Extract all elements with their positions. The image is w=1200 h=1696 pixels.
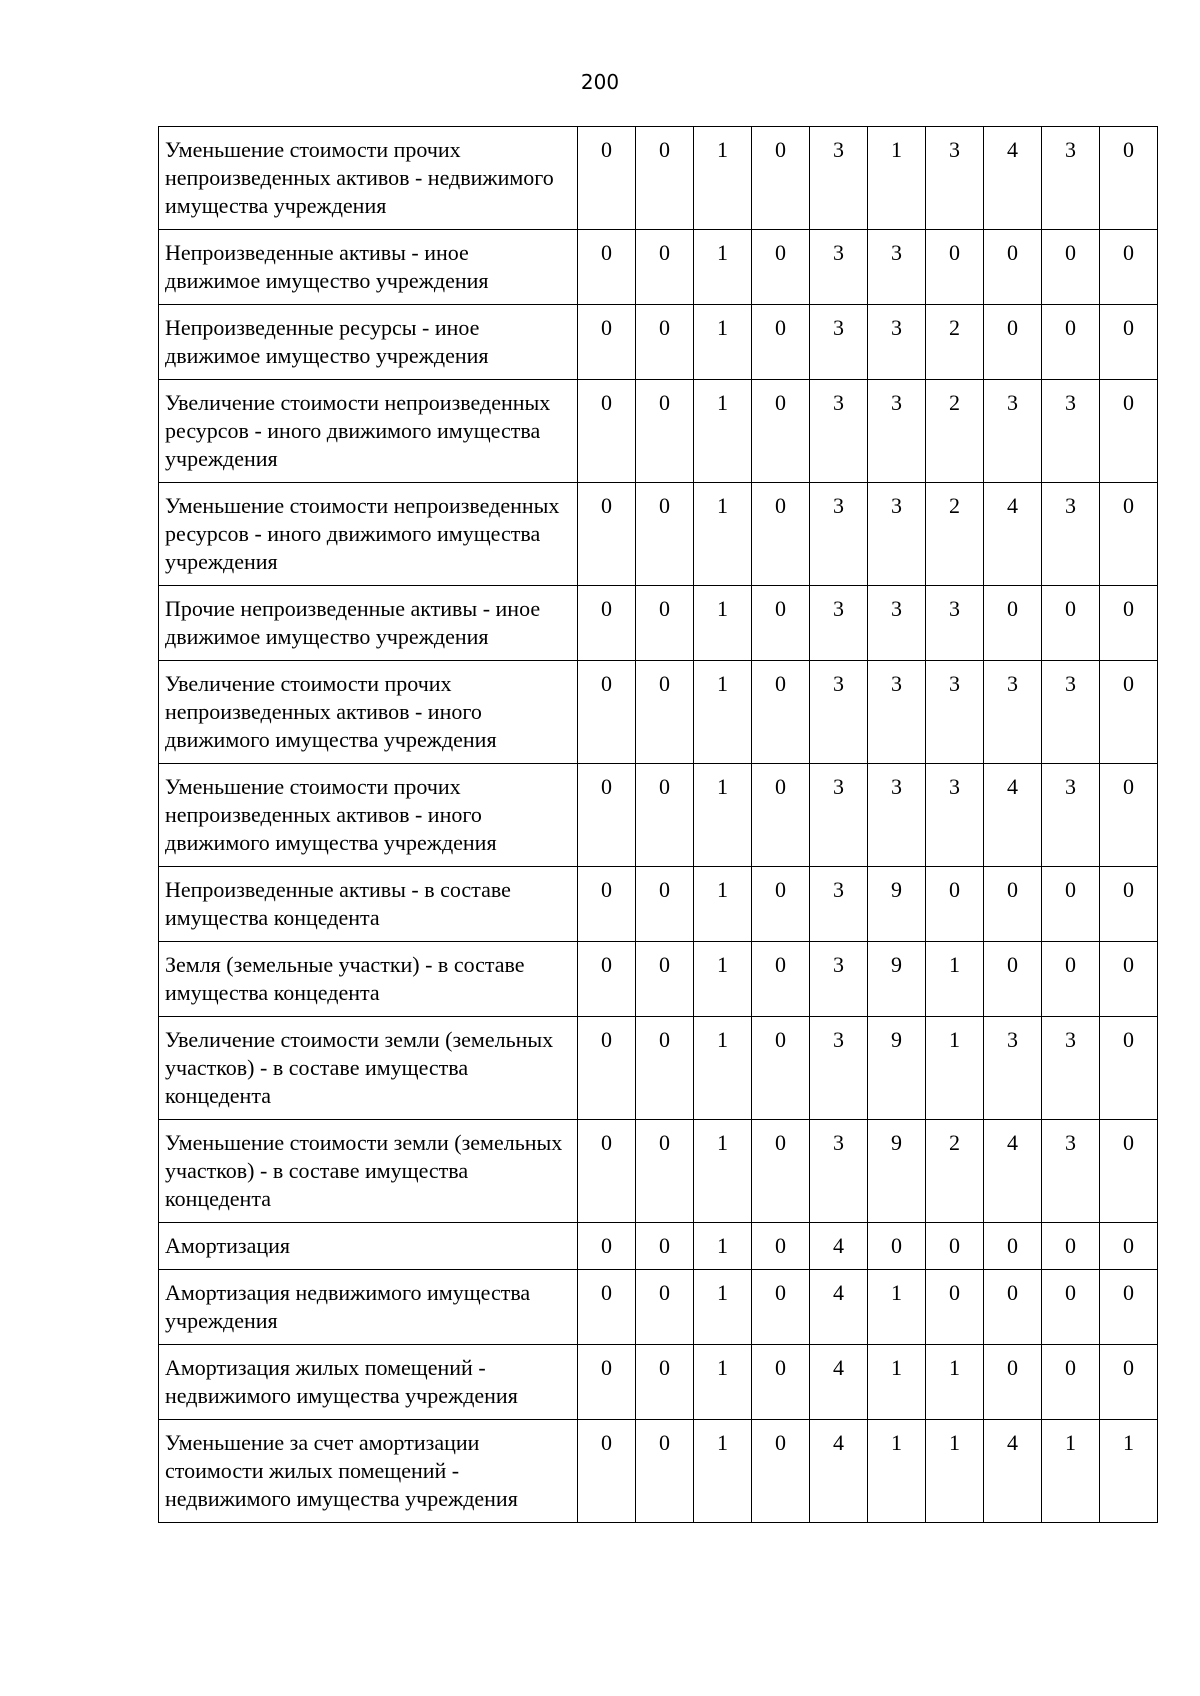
code-digit-cell: 4 xyxy=(810,1345,868,1420)
code-digit-cell: 0 xyxy=(636,483,694,586)
code-digit-cell: 1 xyxy=(694,380,752,483)
code-digit-cell: 0 xyxy=(1100,586,1158,661)
code-digit-cell: 1 xyxy=(694,1120,752,1223)
table-row xyxy=(159,1420,1158,1523)
account-name-cell: Непроизведенные ресурсы - иное движимое имущество учреждения xyxy=(159,305,578,380)
code-digit-cell: 0 xyxy=(752,1017,810,1120)
account-name-cell: Увеличение стоимости прочих непроизведенных активов - иного движимого имущества учреждения xyxy=(159,661,578,764)
code-digit-cell: 0 xyxy=(636,1420,694,1523)
code-digit-cell: 0 xyxy=(1042,305,1100,380)
code-digit-cell: 0 xyxy=(1100,1120,1158,1223)
code-digit-cell: 0 xyxy=(752,764,810,867)
code-digit-cell: 3 xyxy=(926,127,984,230)
code-digit-cell: 1 xyxy=(694,1270,752,1345)
code-digit-cell: 0 xyxy=(752,1270,810,1345)
code-digit-cell: 0 xyxy=(1042,1345,1100,1420)
code-digit-cell: 3 xyxy=(810,867,868,942)
code-digit-cell: 0 xyxy=(578,1420,636,1523)
account-name-cell: Амортизация недвижимого имущества учреждения xyxy=(159,1270,578,1345)
code-digit-cell: 1 xyxy=(694,1420,752,1523)
table-body xyxy=(159,127,1158,1523)
code-digit-cell: 0 xyxy=(578,483,636,586)
code-digit-cell: 3 xyxy=(1042,1017,1100,1120)
table-row xyxy=(159,483,1158,586)
code-digit-cell: 0 xyxy=(636,1017,694,1120)
code-digit-cell: 3 xyxy=(810,764,868,867)
code-digit-cell: 3 xyxy=(868,586,926,661)
code-digit-cell: 0 xyxy=(578,127,636,230)
code-digit-cell: 3 xyxy=(868,483,926,586)
code-digit-cell: 1 xyxy=(868,127,926,230)
code-digit-cell: 0 xyxy=(578,380,636,483)
account-name-cell: Амортизация жилых помещений - недвижимого имущества учреждения xyxy=(159,1345,578,1420)
code-digit-cell: 4 xyxy=(810,1270,868,1345)
code-digit-cell: 1 xyxy=(1042,1420,1100,1523)
code-digit-cell: 0 xyxy=(1100,1345,1158,1420)
account-name-cell: Амортизация xyxy=(159,1223,578,1270)
code-digit-cell: 0 xyxy=(926,230,984,305)
code-digit-cell: 3 xyxy=(810,380,868,483)
code-digit-cell: 1 xyxy=(694,230,752,305)
code-digit-cell: 0 xyxy=(578,942,636,1017)
account-name-cell: Увеличение стоимости непроизведенных ресурсов - иного движимого имущества учреждения xyxy=(159,380,578,483)
code-digit-cell: 0 xyxy=(926,1223,984,1270)
code-digit-cell: 0 xyxy=(578,867,636,942)
table-row xyxy=(159,305,1158,380)
code-digit-cell: 0 xyxy=(578,1017,636,1120)
code-digit-cell: 0 xyxy=(636,230,694,305)
code-digit-cell: 3 xyxy=(926,586,984,661)
code-digit-cell: 0 xyxy=(578,1223,636,1270)
code-digit-cell: 1 xyxy=(694,1345,752,1420)
table-row xyxy=(159,942,1158,1017)
table-row xyxy=(159,1345,1158,1420)
code-digit-cell: 0 xyxy=(984,867,1042,942)
code-digit-cell: 1 xyxy=(868,1345,926,1420)
code-digit-cell: 0 xyxy=(984,1223,1042,1270)
code-digit-cell: 0 xyxy=(636,380,694,483)
code-digit-cell: 1 xyxy=(694,764,752,867)
code-digit-cell: 3 xyxy=(984,661,1042,764)
code-digit-cell: 1 xyxy=(926,942,984,1017)
code-digit-cell: 1 xyxy=(694,942,752,1017)
code-digit-cell: 1 xyxy=(1100,1420,1158,1523)
code-digit-cell: 0 xyxy=(984,942,1042,1017)
code-digit-cell: 1 xyxy=(694,586,752,661)
code-digit-cell: 0 xyxy=(636,1120,694,1223)
code-digit-cell: 0 xyxy=(752,1223,810,1270)
code-digit-cell: 3 xyxy=(810,1120,868,1223)
code-digit-cell: 0 xyxy=(868,1223,926,1270)
table-row xyxy=(159,380,1158,483)
code-digit-cell: 0 xyxy=(636,764,694,867)
code-digit-cell: 0 xyxy=(636,586,694,661)
code-digit-cell: 1 xyxy=(694,127,752,230)
code-digit-cell: 9 xyxy=(868,1017,926,1120)
code-digit-cell: 4 xyxy=(810,1223,868,1270)
code-digit-cell: 0 xyxy=(1100,1017,1158,1120)
table-row xyxy=(159,1017,1158,1120)
code-digit-cell: 0 xyxy=(1100,942,1158,1017)
code-digit-cell: 4 xyxy=(984,1420,1042,1523)
code-digit-cell: 0 xyxy=(926,867,984,942)
code-digit-cell: 0 xyxy=(1042,1223,1100,1270)
code-digit-cell: 0 xyxy=(578,661,636,764)
code-digit-cell: 9 xyxy=(868,867,926,942)
code-digit-cell: 3 xyxy=(810,661,868,764)
code-digit-cell: 0 xyxy=(636,1270,694,1345)
code-digit-cell: 3 xyxy=(810,942,868,1017)
code-digit-cell: 2 xyxy=(926,1120,984,1223)
code-digit-cell: 0 xyxy=(752,1120,810,1223)
code-digit-cell: 0 xyxy=(752,1420,810,1523)
table-row xyxy=(159,127,1158,230)
code-digit-cell: 0 xyxy=(578,1270,636,1345)
code-digit-cell: 0 xyxy=(752,942,810,1017)
code-digit-cell: 0 xyxy=(752,127,810,230)
code-digit-cell: 0 xyxy=(984,586,1042,661)
code-digit-cell: 0 xyxy=(1042,867,1100,942)
account-name-cell: Уменьшение за счет амортизации стоимости жилых помещений - недвижимого имущества учреждения xyxy=(159,1420,578,1523)
code-digit-cell: 0 xyxy=(636,867,694,942)
code-digit-cell: 0 xyxy=(578,230,636,305)
code-digit-cell: 0 xyxy=(1042,586,1100,661)
code-digit-cell: 0 xyxy=(636,1345,694,1420)
code-digit-cell: 3 xyxy=(810,305,868,380)
code-digit-cell: 4 xyxy=(984,764,1042,867)
code-digit-cell: 3 xyxy=(810,483,868,586)
code-digit-cell: 0 xyxy=(1042,230,1100,305)
code-digit-cell: 0 xyxy=(752,230,810,305)
account-codes-table xyxy=(158,126,1158,1523)
code-digit-cell: 0 xyxy=(1100,127,1158,230)
code-digit-cell: 0 xyxy=(578,764,636,867)
table-row xyxy=(159,1223,1158,1270)
code-digit-cell: 0 xyxy=(752,305,810,380)
code-digit-cell: 4 xyxy=(984,483,1042,586)
code-digit-cell: 3 xyxy=(810,127,868,230)
code-digit-cell: 9 xyxy=(868,1120,926,1223)
code-digit-cell: 1 xyxy=(868,1270,926,1345)
account-name-cell: Прочие непроизведенные активы - иное движимое имущество учреждения xyxy=(159,586,578,661)
code-digit-cell: 3 xyxy=(1042,380,1100,483)
code-digit-cell: 1 xyxy=(694,483,752,586)
account-name-cell: Уменьшение стоимости непроизведенных ресурсов - иного движимого имущества учреждения xyxy=(159,483,578,586)
table-row xyxy=(159,764,1158,867)
code-digit-cell: 2 xyxy=(926,380,984,483)
code-digit-cell: 0 xyxy=(1100,867,1158,942)
code-digit-cell: 3 xyxy=(868,764,926,867)
code-digit-cell: 3 xyxy=(984,1017,1042,1120)
page-number: 200 xyxy=(580,70,620,94)
code-digit-cell: 4 xyxy=(810,1420,868,1523)
code-digit-cell: 0 xyxy=(1042,1270,1100,1345)
code-digit-cell: 0 xyxy=(578,1345,636,1420)
code-digit-cell: 0 xyxy=(984,230,1042,305)
code-digit-cell: 3 xyxy=(868,230,926,305)
code-digit-cell: 3 xyxy=(926,764,984,867)
code-digit-cell: 4 xyxy=(984,127,1042,230)
code-digit-cell: 9 xyxy=(868,942,926,1017)
code-digit-cell: 3 xyxy=(868,380,926,483)
code-digit-cell: 3 xyxy=(810,230,868,305)
code-digit-cell: 3 xyxy=(810,1017,868,1120)
account-name-cell: Земля (земельные участки) - в составе имущества концедента xyxy=(159,942,578,1017)
code-digit-cell: 3 xyxy=(810,586,868,661)
code-digit-cell: 2 xyxy=(926,483,984,586)
code-digit-cell: 1 xyxy=(694,305,752,380)
code-digit-cell: 1 xyxy=(926,1345,984,1420)
account-name-cell: Уменьшение стоимости прочих непроизведенных активов - иного движимого имущества учреждения xyxy=(159,764,578,867)
code-digit-cell: 0 xyxy=(1100,380,1158,483)
code-digit-cell: 0 xyxy=(636,942,694,1017)
code-digit-cell: 0 xyxy=(1100,764,1158,867)
code-digit-cell: 3 xyxy=(1042,483,1100,586)
code-digit-cell: 0 xyxy=(926,1270,984,1345)
code-digit-cell: 0 xyxy=(1100,230,1158,305)
code-digit-cell: 0 xyxy=(752,586,810,661)
code-digit-cell: 0 xyxy=(1100,483,1158,586)
code-digit-cell: 4 xyxy=(984,1120,1042,1223)
code-digit-cell: 0 xyxy=(752,483,810,586)
table-row xyxy=(159,1120,1158,1223)
table-row xyxy=(159,230,1158,305)
code-digit-cell: 3 xyxy=(868,661,926,764)
code-digit-cell: 0 xyxy=(752,867,810,942)
account-name-cell: Увеличение стоимости земли (земельных участков) - в составе имущества концедента xyxy=(159,1017,578,1120)
code-digit-cell: 0 xyxy=(984,1270,1042,1345)
table-row xyxy=(159,1270,1158,1345)
code-digit-cell: 0 xyxy=(984,305,1042,380)
code-digit-cell: 3 xyxy=(868,305,926,380)
code-digit-cell: 0 xyxy=(752,661,810,764)
code-digit-cell: 0 xyxy=(984,1345,1042,1420)
code-digit-cell: 3 xyxy=(1042,764,1100,867)
code-digit-cell: 3 xyxy=(1042,661,1100,764)
code-digit-cell: 0 xyxy=(578,586,636,661)
table-row xyxy=(159,867,1158,942)
code-digit-cell: 1 xyxy=(694,1017,752,1120)
code-digit-cell: 1 xyxy=(694,1223,752,1270)
code-digit-cell: 0 xyxy=(578,305,636,380)
table-row xyxy=(159,586,1158,661)
code-digit-cell: 1 xyxy=(926,1017,984,1120)
table-row xyxy=(159,661,1158,764)
code-digit-cell: 1 xyxy=(868,1420,926,1523)
code-digit-cell: 3 xyxy=(984,380,1042,483)
code-digit-cell: 0 xyxy=(636,305,694,380)
code-digit-cell: 0 xyxy=(636,127,694,230)
code-digit-cell: 0 xyxy=(578,1120,636,1223)
code-digit-cell: 3 xyxy=(1042,127,1100,230)
code-digit-cell: 2 xyxy=(926,305,984,380)
code-digit-cell: 1 xyxy=(926,1420,984,1523)
account-name-cell: Непроизведенные активы - в составе имущества концедента xyxy=(159,867,578,942)
code-digit-cell: 0 xyxy=(1042,942,1100,1017)
code-digit-cell: 0 xyxy=(1100,1223,1158,1270)
code-digit-cell: 0 xyxy=(752,1345,810,1420)
code-digit-cell: 0 xyxy=(636,661,694,764)
code-digit-cell: 0 xyxy=(1100,305,1158,380)
account-name-cell: Уменьшение стоимости земли (земельных участков) - в составе имущества концедента xyxy=(159,1120,578,1223)
code-digit-cell: 1 xyxy=(694,867,752,942)
code-digit-cell: 1 xyxy=(694,661,752,764)
code-digit-cell: 3 xyxy=(926,661,984,764)
code-digit-cell: 0 xyxy=(1100,661,1158,764)
code-digit-cell: 0 xyxy=(752,380,810,483)
account-name-cell: Уменьшение стоимости прочих непроизведенных активов - недвижимого имущества учреждения xyxy=(159,127,578,230)
code-digit-cell: 0 xyxy=(636,1223,694,1270)
code-digit-cell: 0 xyxy=(1100,1270,1158,1345)
code-digit-cell: 3 xyxy=(1042,1120,1100,1223)
account-name-cell: Непроизведенные активы - иное движимое имущество учреждения xyxy=(159,230,578,305)
